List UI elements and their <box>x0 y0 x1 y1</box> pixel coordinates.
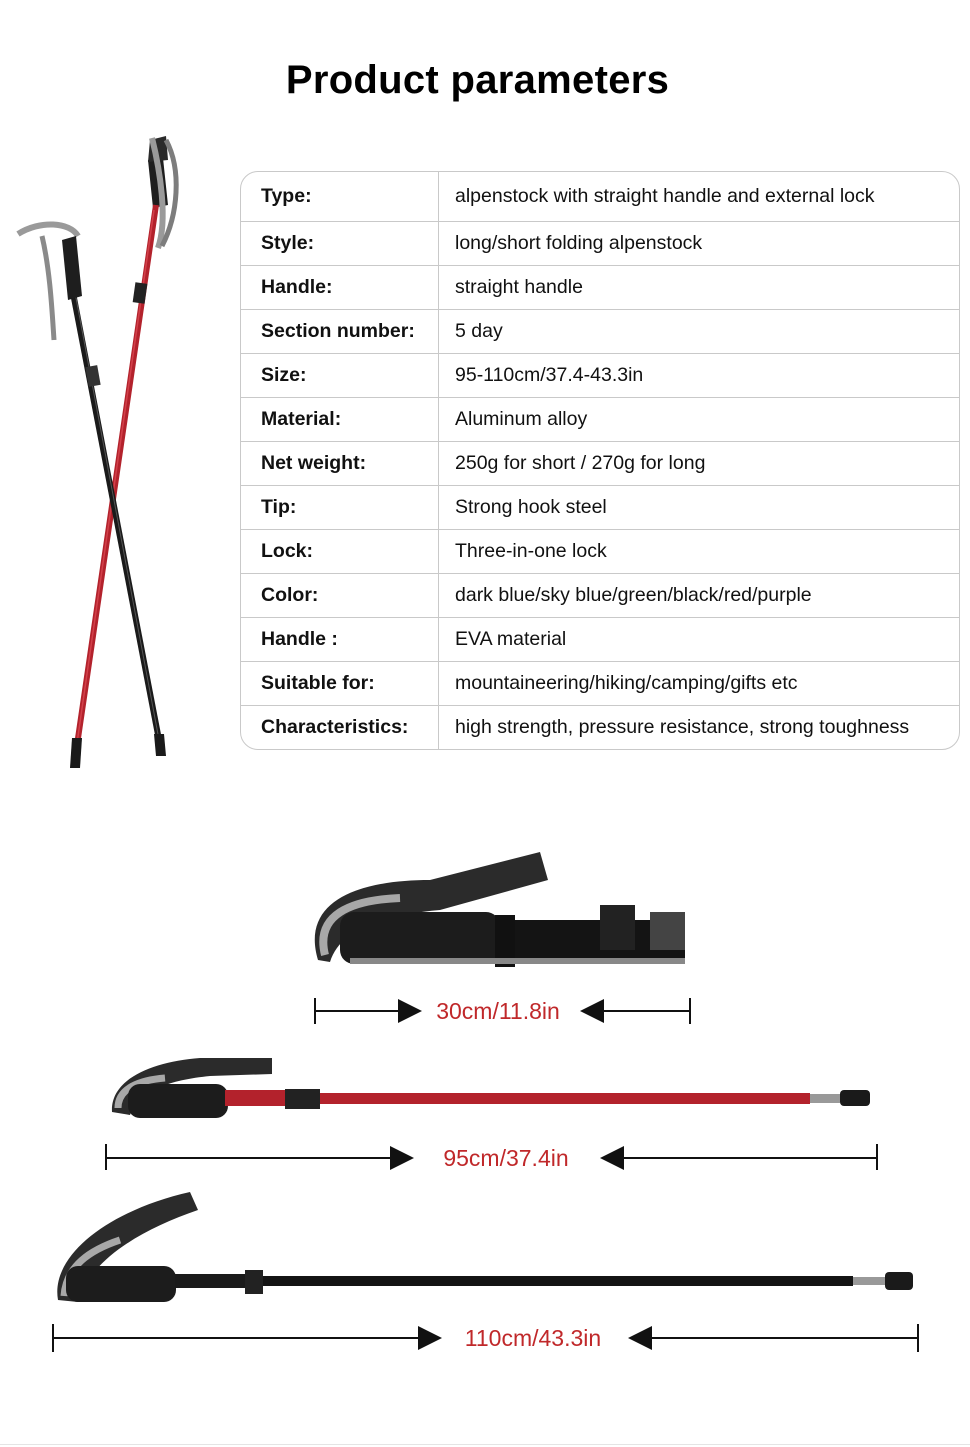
param-label: Style: <box>241 222 439 265</box>
table-row <box>241 353 959 397</box>
long-black-pole <box>57 1192 913 1302</box>
param-label: Handle: <box>241 266 439 309</box>
bottom-divider <box>0 1444 970 1445</box>
table-row <box>241 265 959 309</box>
folded-pole <box>315 852 685 967</box>
param-value: long/short folding alpenstock <box>455 232 703 254</box>
crossed-poles-image <box>0 120 230 780</box>
param-label: Handle : <box>241 618 439 661</box>
param-label: Net weight: <box>241 442 439 485</box>
param-value: high strength, pressure resistance, strong toughness <box>455 716 910 738</box>
param-value: mountaineering/hiking/camping/gifts etc <box>455 672 798 694</box>
table-row <box>241 485 959 529</box>
table-row <box>241 172 959 221</box>
param-label: Lock: <box>241 530 439 573</box>
param-value: Aluminum alloy <box>455 408 588 430</box>
param-value: alpenstock with straight handle and external lock <box>455 185 875 207</box>
folded-length-label: 30cm/11.8in <box>436 998 560 1024</box>
param-value: straight handle <box>455 276 583 298</box>
table-row <box>241 617 959 661</box>
parameters-table <box>240 171 960 750</box>
param-value: Three-in-one lock <box>455 540 607 562</box>
param-label: Type: <box>241 172 439 221</box>
table-row <box>241 309 959 353</box>
param-label: Material: <box>241 398 439 441</box>
short-length-label: 95cm/37.4in <box>443 1145 569 1171</box>
table-row <box>241 661 959 705</box>
param-value: dark blue/sky blue/green/black/red/purple <box>455 584 812 606</box>
param-label: Suitable for: <box>241 662 439 705</box>
param-label: Color: <box>241 574 439 617</box>
table-row <box>241 529 959 573</box>
param-value: 5 day <box>455 320 503 342</box>
param-label: Characteristics: <box>241 706 439 749</box>
page-title: Product parameters <box>285 58 670 102</box>
short-red-pole <box>112 1058 870 1118</box>
param-value: EVA material <box>455 628 567 650</box>
param-label: Section number: <box>241 310 439 353</box>
length-dimensions-image <box>0 820 970 1440</box>
red-pole <box>70 136 176 768</box>
param-label: Size: <box>241 354 439 397</box>
table-row <box>241 397 959 441</box>
table-row <box>241 705 959 749</box>
param-value: Strong hook steel <box>455 496 607 518</box>
table-row <box>241 441 959 485</box>
param-value: 250g for short / 270g for long <box>455 452 706 474</box>
param-value: 95-110cm/37.4-43.3in <box>455 364 644 386</box>
long-length-label: 110cm/43.3in <box>464 1325 602 1351</box>
table-row <box>241 221 959 265</box>
param-label: Tip: <box>241 486 439 529</box>
table-row <box>241 573 959 617</box>
